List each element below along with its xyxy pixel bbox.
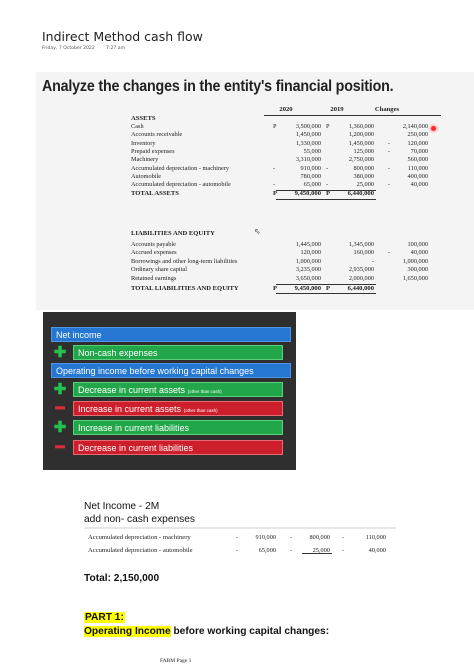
asset-row-value-2020: 3,500,000 <box>295 123 321 130</box>
snippet-row-label: Accumulated depreciation - machinery <box>88 534 191 541</box>
liability-row-value-2019: 1,345,000 <box>348 241 374 248</box>
asset-row-value-2020: 65,000 <box>303 181 321 189</box>
column-header: 2020 <box>279 106 293 113</box>
asset-row-value-2019: 380,000 <box>353 172 374 180</box>
plus-icon: ✚ <box>53 419 67 436</box>
liabilities-heading: LIABILITIES AND EQUITY <box>131 230 215 237</box>
liability-row-change: 300,000 <box>407 266 428 274</box>
column-header: Changes <box>374 106 400 113</box>
plus-icon: ✚ <box>53 381 67 398</box>
liability-row-label: Accounts payable <box>131 241 176 248</box>
asset-row-value-2020: 780,000 <box>300 172 321 180</box>
asset-row-label: Accumulated depreciation - machinery <box>131 164 230 172</box>
increase-current-liabilities-bar <box>73 420 283 435</box>
snippet-sign: - <box>236 534 239 541</box>
liability-row-change: 1,650,000 <box>402 274 428 282</box>
decrease-current-assets-bar <box>73 382 283 397</box>
liability-row-value-2020: 1,445,000 <box>295 241 321 248</box>
asset-row-label: Cash <box>131 123 144 130</box>
snippet-sign: - <box>342 534 345 541</box>
depreciation-snippet-image <box>84 527 396 561</box>
asset-row-change: 400,000 <box>407 172 428 180</box>
operating-income-highlight: Operating Income <box>84 626 171 637</box>
assets-heading: ASSETS <box>131 115 156 122</box>
snippet-change: 40,000 <box>368 547 386 554</box>
operating-income-heading <box>84 626 329 637</box>
minus-icon: ━ <box>55 400 65 417</box>
snippet-value-2020: 910,000 <box>255 534 276 541</box>
liability-row-value-2020: 3,235,000 <box>295 266 321 274</box>
net-income-label: Net income <box>56 330 102 340</box>
total-liabilities-prefix-2019: P <box>326 284 331 292</box>
increase-current-assets-label: Increase in current assets <box>78 404 182 414</box>
asset-row-label: Accumulated depreciation - automobile <box>131 181 231 189</box>
decrease-current-assets-note: (other than cash) <box>187 389 222 394</box>
asset-row-change: 120,000 <box>407 139 428 147</box>
statement-heading: Analyze the changes in the entity's financial position. <box>42 78 394 95</box>
decrease-current-liabilities-label: Decrease in current liabilities <box>78 443 194 453</box>
liability-row-label: Accrued expenses <box>131 249 177 257</box>
column-header: 2019 <box>330 106 344 113</box>
liability-row-value-2020: 1,000,000 <box>295 257 321 265</box>
snippet-cutoff-line <box>84 527 396 529</box>
asset-row-value-2019: 2,750,000 <box>348 156 374 164</box>
asset-row-value-2019: 125,000 <box>353 147 374 155</box>
asset-row-value-2019: 25,000 <box>356 181 374 189</box>
asset-row-label: Automobile <box>131 172 162 180</box>
liability-row-value-2019: 2,935,000 <box>348 266 374 274</box>
page-title: Indirect Method cash flow <box>42 29 203 44</box>
snippet-value-2020: 65,000 <box>258 547 276 554</box>
net-income-slide <box>43 312 296 470</box>
asset-row-label: Prepaid expenses <box>131 147 175 155</box>
asset-row-change: 250,000 <box>407 131 428 139</box>
non-cash-expenses-label: Non-cash expenses <box>78 348 158 358</box>
asset-row-prefix-2020: P <box>273 123 277 130</box>
net-income-bar <box>51 327 291 342</box>
snippet-sign: - <box>342 547 345 554</box>
total-rule <box>276 293 376 294</box>
snippet-sign: - <box>290 534 293 541</box>
liability-row-label: Retained earnings <box>131 274 177 282</box>
liability-row-value-2020: 3,650,000 <box>295 274 321 282</box>
asset-row-prefix-2019: - <box>326 181 329 189</box>
asset-row-value-2020: 910,000 <box>300 164 321 172</box>
asset-row-value-2020: 1,450,000 <box>295 131 321 139</box>
liability-row-label: Ordinary share capital <box>131 266 187 274</box>
asset-row-change: 2,140,000 <box>402 123 428 130</box>
liability-row-label: Borrowings and other long-term liabilities <box>131 257 238 265</box>
asset-row-value-2020: 1,330,000 <box>295 139 321 147</box>
operating-income-bar <box>51 363 291 378</box>
asset-row-value-2019: 1,200,000 <box>348 131 374 139</box>
liability-row-change: 100,000 <box>407 241 428 248</box>
liability-row-value-2020: 120,000 <box>300 249 321 257</box>
asset-row-value-2019: 800,000 <box>353 164 374 172</box>
asset-row-change-sign: - <box>388 147 391 155</box>
snippet-row-label: Accumulated depreciation - automobile <box>88 547 193 554</box>
non-cash-expenses-bar <box>73 345 283 360</box>
snippet-value-2019: 800,000 <box>309 534 330 541</box>
plus-icon: ✚ <box>53 344 67 361</box>
asset-row-label: Inventory <box>131 139 156 147</box>
total-liabilities-value-2019: 6,440,000 <box>347 284 374 292</box>
operating-income-label: Operating income before working capital changes <box>56 366 254 376</box>
snippet-value-2019: 25,000 <box>312 547 330 554</box>
asset-row-label: Machinery <box>131 156 159 164</box>
decrease-current-assets-label: Decrease in current assets <box>78 385 186 395</box>
asset-row-change-sign: - <box>388 164 391 172</box>
asset-row-value-2020: 55,000 <box>303 147 321 155</box>
asset-row-value-2020: 3,310,000 <box>295 156 321 164</box>
asset-row-prefix-2019: - <box>326 164 329 172</box>
financial-statement-image <box>36 72 474 310</box>
mouse-cursor-icon: ⇖ <box>254 227 261 236</box>
header-rule <box>264 115 441 116</box>
liability-row-value-2019: 2,000,000 <box>348 274 374 282</box>
minus-icon: ━ <box>55 439 65 456</box>
liability-row-change: 40,000 <box>410 249 428 257</box>
asset-row-prefix-2019: P <box>326 123 330 130</box>
asset-row-change: 40,000 <box>410 181 428 189</box>
decrease-current-liabilities-bar <box>73 440 283 455</box>
asset-row-change: 70,000 <box>410 147 428 155</box>
asset-row-change-sign: - <box>388 181 391 189</box>
total-assets-prefix-2020: P <box>273 190 278 198</box>
liability-row-change-sign: - <box>388 249 391 257</box>
total-liabilities-value-2020: 9,450,000 <box>294 284 321 292</box>
total-assets-value-2019: 6,440,000 <box>347 190 374 198</box>
increase-current-assets-note: (other than cash) <box>183 408 218 413</box>
liability-row-change: 1,000,000 <box>402 257 428 265</box>
asset-row-prefix-2020: - <box>273 164 276 172</box>
total-rule <box>276 199 376 200</box>
asset-row-change: 560,000 <box>407 156 428 164</box>
asset-row-change: 110,000 <box>407 164 428 172</box>
asset-row-prefix-2020: - <box>273 181 276 189</box>
snippet-underline <box>302 553 332 554</box>
snippet-sign: - <box>236 547 239 554</box>
asset-row-value-2019: 1,450,000 <box>348 139 374 147</box>
operating-income-rest: before working capital changes: <box>170 626 330 637</box>
total-liabilities-prefix-2020: P <box>273 284 278 292</box>
snippet-change: 110,000 <box>365 534 386 541</box>
net-income-note: Net Income - 2M <box>84 501 160 512</box>
increase-current-assets-bar <box>73 401 283 416</box>
increase-current-liabilities-label: Increase in current liabilities <box>78 423 190 433</box>
total-assets-prefix-2019: P <box>326 190 331 198</box>
add-non-cash-note: add non- cash expenses <box>84 514 196 525</box>
total-liabilities-label: TOTAL LIABILITIES AND EQUITY <box>131 284 239 292</box>
liability-row-value-2019: - <box>371 257 374 265</box>
liability-row-value-2019: 160,000 <box>353 249 374 257</box>
total-note: Total: 2,150,000 <box>84 573 160 584</box>
total-assets-value-2020: 9,450,000 <box>294 190 321 198</box>
cursor-dot-icon <box>431 126 436 131</box>
total-assets-label: TOTAL ASSETS <box>131 190 179 198</box>
page-footer: FABM Page 1 <box>160 658 192 664</box>
asset-row-change-sign: - <box>388 139 391 147</box>
page-date: Friday, 7 October 2022 <box>42 46 95 51</box>
part-label: PART 1: <box>85 612 124 623</box>
asset-row-value-2019: 1,360,000 <box>348 123 374 130</box>
page-time: 7:27 am <box>106 46 126 51</box>
snippet-sign: - <box>290 547 293 554</box>
asset-row-label: Accounts receivable <box>131 131 183 139</box>
